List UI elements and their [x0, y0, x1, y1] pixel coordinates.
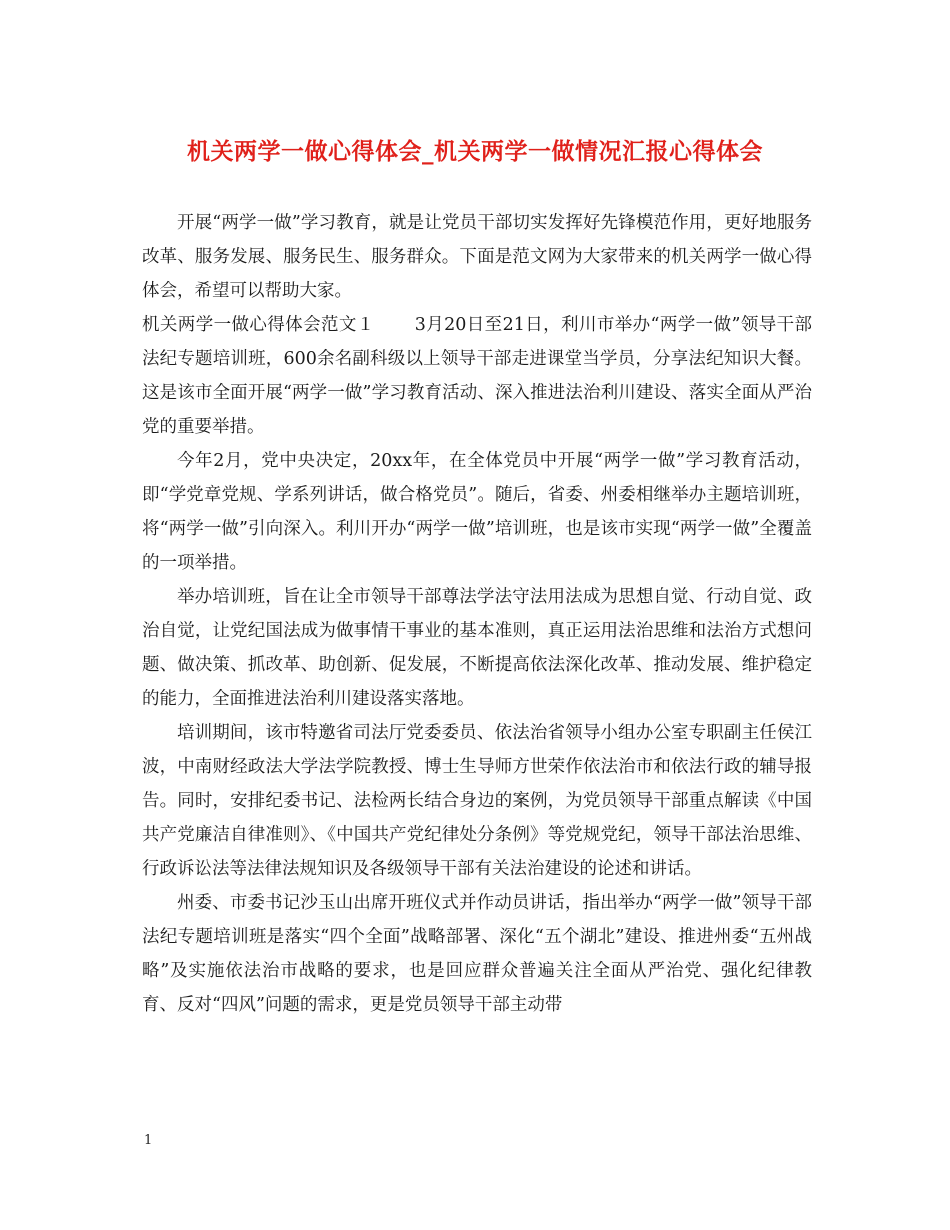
page-number: 1: [144, 1133, 153, 1148]
paragraph: 今年2月，党中央决定，20xx年，在全体党员中开展“两学一做”学习教育活动，即“学党章党规、学系列讲话，做合格党员”。随后，省委、州委相继举办主题培训班，将“两学一做”引向深入。利川开办“两学一做”培训班，也是该市实现“两学一做”全覆盖的一项举措。: [142, 451, 812, 573]
paragraph: [142, 308, 812, 444]
paragraph-text: 3月20日至21日，利川市举办“两学一做”领导干部法纪专题培训班，600余名副科级以上领导干部走进课堂当学员，分享法纪知识大餐。这是该市全面开展“两学一做”学习教育活动、深入推进法治利川建设、落实全面从严治党的重要举措。: [142, 315, 813, 437]
paragraph: 举办培训班，旨在让全市领导干部尊法学法守法用法成为思想自觉、行动自觉、政治自觉，让党纪国法成为做事情干事业的基本准则，真正运用法治思维和法治方式想问题、做决策、抓改革、助创新、促发展，不断提高依法深化改革、推动发展、维护稳定的能力，全面推进法治利川建设落实落地。: [142, 587, 812, 709]
document-body: [142, 206, 812, 1022]
paragraph: 州委、市委书记沙玉山出席开班仪式并作动员讲话，指出举办“两学一做”领导干部法纪专题培训班是落实“四个全面”战略部署、深化“五个湖北”建设、推进州委“五州战略”及实施依法治市战略的要求，也是回应群众普遍关注全面从严治党、强化纪律教育、反对“四风”问题的需求，更是党员领导干部主动带: [142, 893, 812, 1015]
document-title: 机关两学一做心得体会_机关两学一做情况汇报心得体会: [187, 138, 763, 165]
paragraph: 开展“两学一做”学习教育，就是让党员干部切实发挥好先锋模范作用，更好地服务改革、服务发展、服务民生、服务群众。下面是范文网为大家带来的机关两学一做心得体会，希望可以帮助大家。: [142, 213, 812, 301]
sample-heading: 机关两学一做心得体会范文１: [142, 315, 375, 335]
paragraph: 培训期间，该市特邀省司法厅党委委员、依法治省领导小组办公室专职副主任侯江波，中南财经政法大学法学院教授、博士生导师方世荣作依法治市和依法行政的辅导报告。同时，安排纪委书记、法检两长结合身边的案例，为党员领导干部重点解读《中国共产党廉洁自律准则》、《中国共产党纪律处分条例》等党规党纪，领导干部法治思维、行政诉讼法等法律法规知识及各级领导干部有关法治建设的论述和讲话。: [142, 723, 812, 879]
